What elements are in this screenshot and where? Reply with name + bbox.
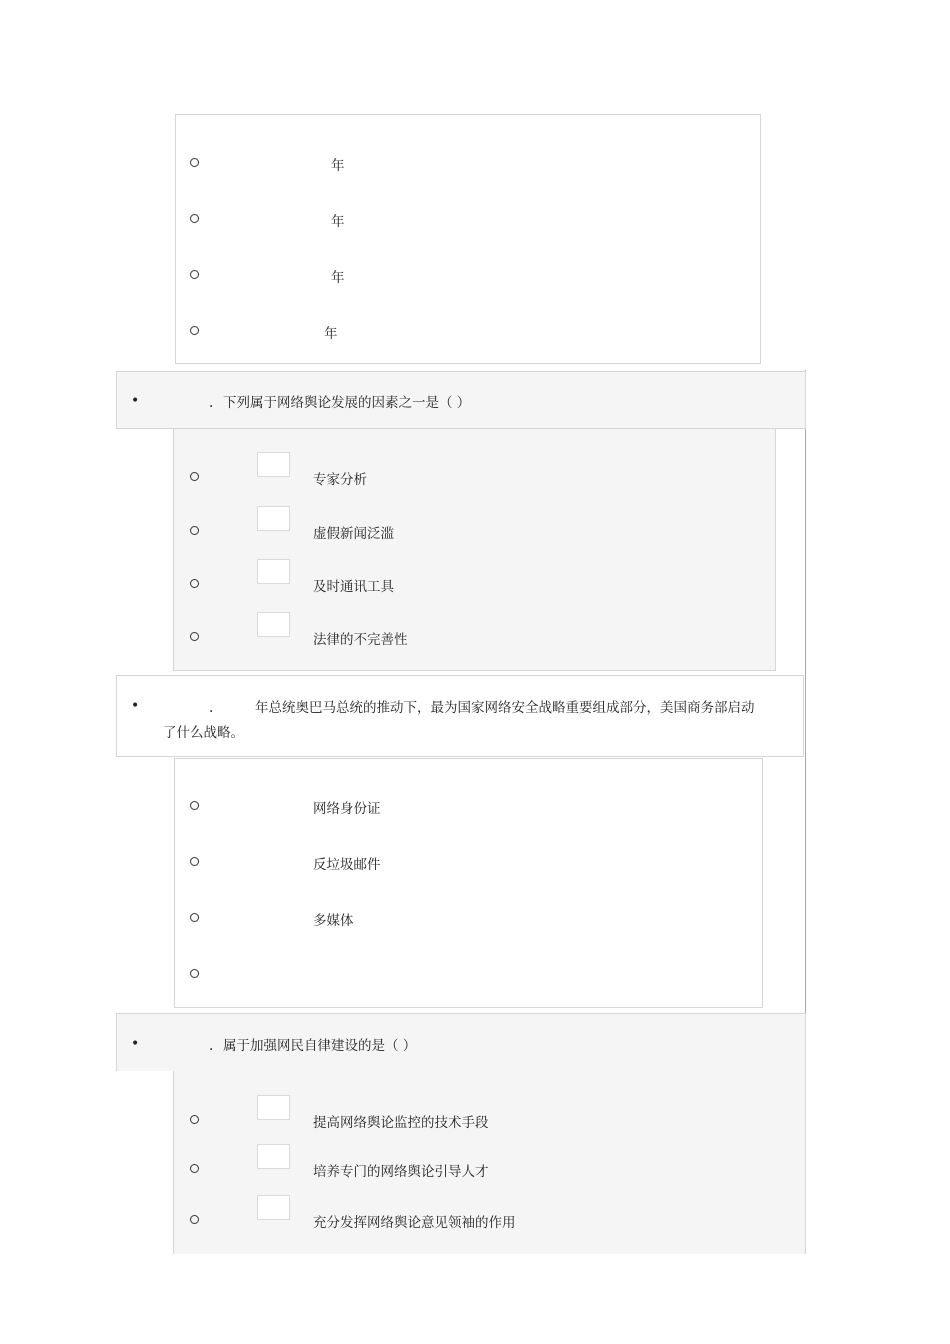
question-text-line1: 年总统奥巴马总统的推动下，最为国家网络安全战略重要组成部分，美国商务部启动: [255, 700, 755, 716]
checkbox[interactable]: [257, 1144, 290, 1169]
question-text: 属于加强网民自律建设的是（ ）: [223, 1038, 417, 1054]
option-label: 专家分析: [313, 472, 367, 488]
radio-circle-icon[interactable]: [190, 526, 199, 535]
radio-circle-icon[interactable]: [190, 969, 199, 978]
checkbox[interactable]: [257, 452, 290, 477]
options-panel-3: [174, 758, 763, 1008]
question-row-4: [116, 1013, 806, 1071]
radio-circle-icon[interactable]: [190, 632, 199, 641]
option-label: 多媒体: [313, 913, 354, 929]
option-label: 年: [331, 270, 345, 286]
option-label: 年: [331, 158, 345, 174]
option-label: 反垃圾邮件: [313, 857, 381, 873]
option-label: 虚假新闻泛滥: [313, 526, 394, 542]
option-label: 年: [331, 214, 345, 230]
radio-circle-icon[interactable]: [190, 326, 199, 335]
radio-circle-icon[interactable]: [190, 158, 199, 167]
option-label: 网络身份证: [313, 801, 381, 817]
radio-circle-icon[interactable]: [190, 270, 199, 279]
radio-circle-icon[interactable]: [190, 472, 199, 481]
checkbox[interactable]: [257, 612, 290, 637]
question-row-3: [116, 675, 804, 757]
option-label: 法律的不完善性: [313, 632, 408, 648]
question-number: .: [209, 1038, 214, 1054]
question-number: .: [209, 700, 214, 716]
option-label: 及时通讯工具: [313, 579, 394, 595]
question-number: .: [209, 395, 214, 411]
option-label: 年: [324, 326, 338, 342]
checkbox[interactable]: [257, 1195, 290, 1220]
radio-circle-icon[interactable]: [190, 214, 199, 223]
radio-circle-icon[interactable]: [190, 857, 199, 866]
checkbox[interactable]: [257, 1095, 290, 1120]
question-text-line2: 了什么战略。: [163, 725, 244, 741]
radio-circle-icon[interactable]: [190, 1215, 199, 1224]
radio-circle-icon[interactable]: [190, 579, 199, 588]
question-text: 下列属于网络舆论发展的因素之一是（ ）: [223, 395, 471, 411]
question-row-2: [116, 371, 806, 429]
bullet-icon: •: [131, 393, 140, 409]
option-label: 培养专门的网络舆论引导人才: [313, 1164, 489, 1180]
option-label: 充分发挥网络舆论意见领袖的作用: [313, 1215, 516, 1231]
radio-circle-icon[interactable]: [190, 913, 199, 922]
bullet-icon: •: [131, 698, 140, 714]
checkbox[interactable]: [257, 506, 290, 531]
checkbox[interactable]: [257, 559, 290, 584]
radio-circle-icon[interactable]: [190, 1164, 199, 1173]
options-panel-1: [175, 114, 761, 364]
option-label: 提高网络舆论监控的技术手段: [313, 1115, 489, 1131]
bullet-icon: •: [131, 1036, 140, 1052]
radio-circle-icon[interactable]: [190, 801, 199, 810]
radio-circle-icon[interactable]: [190, 1115, 199, 1124]
